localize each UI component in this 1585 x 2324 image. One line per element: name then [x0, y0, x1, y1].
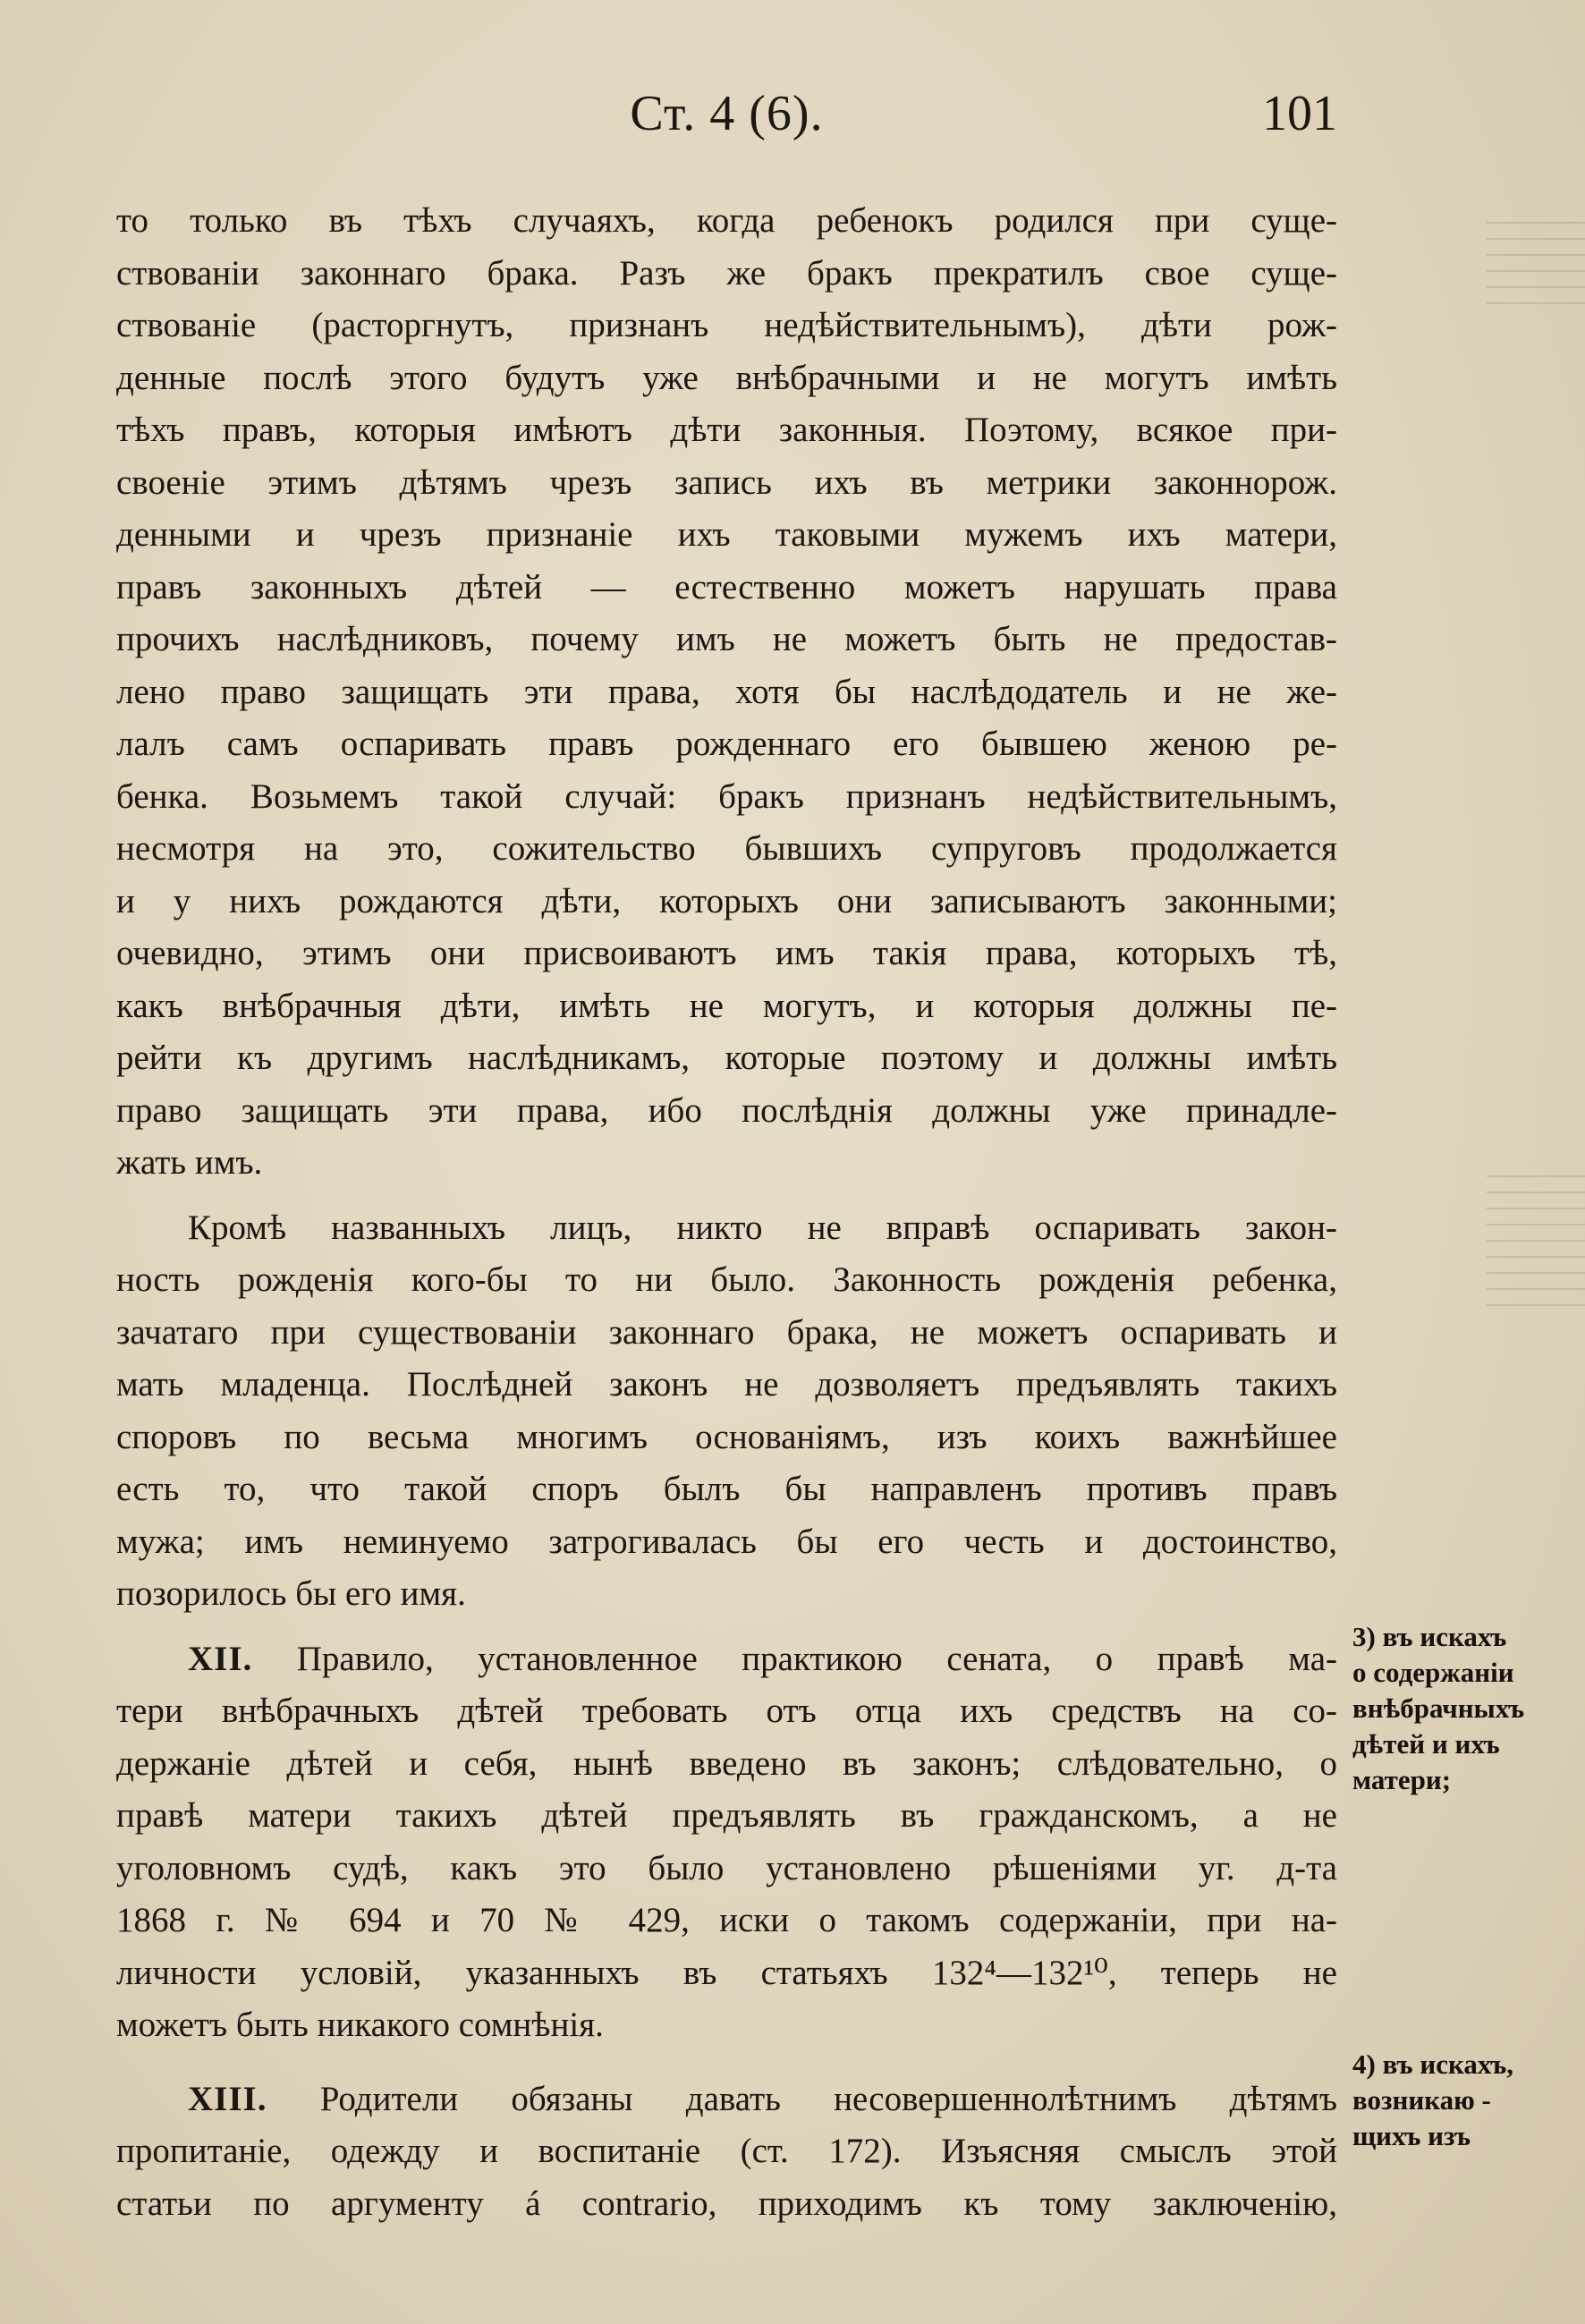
text-line: тѣхъ правъ, которыя имѣютъ дѣти законныя. Поэтому, всякое при- [116, 411, 1337, 449]
text-line: правъ законныхъ дѣтей — естественно можетъ нарушать права [116, 567, 1337, 606]
text-line [116, 2074, 1337, 2126]
bleed-through-mark [1487, 215, 1585, 304]
text-line: ствованіе (расторгнутъ, признанъ недѣйствительнымъ), дѣти рож- [116, 306, 1337, 344]
text-line: лалъ самъ оспаривать правъ рожденнаго его бывшею женою ре- [116, 725, 1337, 763]
section-number: XIII. [188, 2079, 267, 2118]
text-line: зачатаго при существованіи законнаго брака, не можетъ оспаривать и [116, 1312, 1337, 1352]
text-line: мужа; имъ неминуемо затрогивалась бы его честь и достоинство, [116, 1522, 1337, 1561]
paragraph-xiii [116, 2074, 1337, 2231]
text-line: Кромѣ названныхъ лицъ, никто не вправѣ оспаривать закон- [188, 1208, 1337, 1247]
text-line: 1868 г. № 694 и 70 № 429, иски о такомъ содержаніи, при на- [116, 1901, 1337, 1939]
text-line: лено право защищать эти права, хотя бы наслѣдодатель и не же- [116, 672, 1337, 711]
margin-note-line: щихъ изъ [1352, 2120, 1471, 2151]
paragraph-1 [116, 195, 1337, 1190]
text-line: и у нихъ рождаются дѣти, которыхъ они записываютъ законными; [116, 881, 1337, 920]
text-line: жать имъ. [116, 1143, 263, 1182]
text-line: держаніе дѣтей и себя, нынѣ введено въ законъ; слѣдовательно, о [116, 1743, 1337, 1783]
page-header [116, 85, 1337, 157]
text-line: личности условій, указанныхъ въ статьяхъ 132⁴—132¹⁰, теперь не [116, 1953, 1337, 1992]
text-line: споровъ по весьма многимъ основаніямъ, изъ коихъ важнѣйшее [116, 1417, 1337, 1456]
text-line: тери внѣбрачныхъ дѣтей требовать отъ отца ихъ средствъ на со- [116, 1692, 1337, 1730]
text-line: рейти къ другимъ наслѣдникамъ, которые поэтому и должны имѣть [116, 1039, 1337, 1077]
page-body [116, 195, 1337, 2230]
margin-note-line: дѣтей и ихъ [1352, 1728, 1500, 1760]
text-line: очевидно, этимъ они присвоиваютъ имъ такія права, которыхъ тѣ, [116, 934, 1337, 972]
bleed-through-mark [1487, 1163, 1585, 1306]
text-line: то только въ тѣхъ случаяхъ, когда ребенокъ родился при суще- [116, 201, 1337, 240]
text-line: бенка. Возьмемъ такой случай: бракъ признанъ недѣйствительнымъ, [116, 776, 1337, 816]
margin-note-line: 4) въ искахъ, [1352, 2048, 1514, 2080]
text-line: прочихъ наслѣдниковъ, почему имъ не можетъ быть не предостав- [116, 620, 1337, 658]
text-line: правѣ матери такихъ дѣтей предъявлять въ гражданскомъ, а не [116, 1796, 1337, 1835]
text-line: уголовномъ судѣ, какъ это было установлено рѣшеніями уг. д-та [116, 1848, 1337, 1887]
margin-note-4 [1352, 2047, 1513, 2154]
text-line: право защищать эти права, ибо послѣднія должны уже принадле- [116, 1090, 1337, 1130]
page-number: 101 [1262, 86, 1337, 141]
text-line: ность рожденія кого-бы то ни было. Законность рожденія ребенка, [116, 1260, 1337, 1299]
margin-note-line: 3) въ искахъ [1352, 1621, 1507, 1652]
text-line: своеніе этимъ дѣтямъ чрезъ запись ихъ въ метрики законнорож. [116, 462, 1337, 502]
text-line: статьи по аргументу á contrario, приходимъ къ тому заключенію, [116, 2184, 1337, 2223]
text-line: позорилось бы его имя. [116, 1574, 466, 1613]
line-text: Родители обязаны давать несовершеннолѣтнимъ дѣтямъ [319, 2079, 1337, 2118]
text-line: ствованіи законнаго брака. Разъ же бракъ прекратилъ свое суще- [116, 253, 1337, 293]
text-line: денные послѣ этого будутъ уже внѣбрачными и не могутъ имѣть [116, 358, 1337, 397]
margin-note-line: матери; [1352, 1764, 1452, 1795]
text-line: есть то, что такой споръ былъ бы направленъ противъ правъ [116, 1470, 1337, 1508]
paragraph-xii [116, 1633, 1337, 2052]
text-line: пропитаніе, одежду и воспитаніе (ст. 172). Изъясняя смыслъ этой [116, 2132, 1337, 2170]
margin-note-3 [1352, 1619, 1524, 1798]
margin-note-line: о содержаніи [1352, 1657, 1514, 1688]
text-line: можетъ быть никакого сомнѣнія. [116, 2006, 604, 2044]
margin-note-line: возникаю - [1352, 2084, 1491, 2116]
text-line: денными и чрезъ признаніе ихъ таковыми мужемъ ихъ матери, [116, 515, 1337, 554]
paragraph-2 [116, 1202, 1337, 1621]
running-title: Ст. 4 (6). [630, 86, 824, 141]
text-line [116, 1633, 1337, 1686]
margin-note-line: внѣбрачныхъ [1352, 1692, 1525, 1724]
text-line: какъ внѣбрачныя дѣти, имѣть не могутъ, и которыя должны пе- [116, 986, 1337, 1025]
text-line: несмотря на это, сожительство бывшихъ супруговъ продолжается [116, 829, 1337, 868]
section-number: XII. [188, 1639, 253, 1678]
line-text: Правило, установленное практикою сената, о правѣ ма- [296, 1639, 1337, 1678]
text-line: мать младенца. Послѣдней законъ не дозволяетъ предъявлять такихъ [116, 1365, 1337, 1404]
